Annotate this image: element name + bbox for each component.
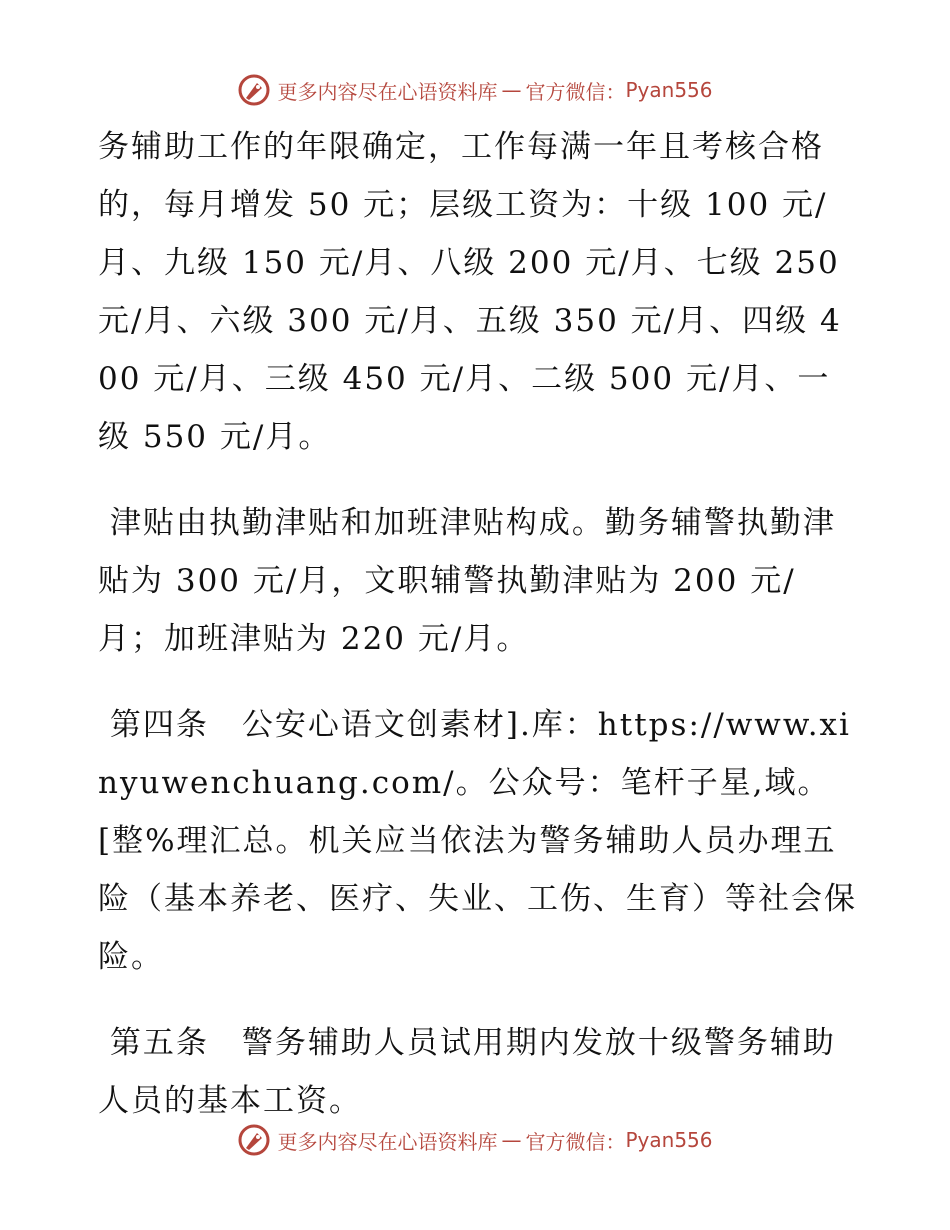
document-body xyxy=(98,118,858,1130)
footer-banner-suffix: 官方微信： xyxy=(525,1129,626,1154)
header-banner-text: 更多内容尽在心语资料库 xyxy=(277,79,498,104)
header-banner xyxy=(0,70,950,110)
footer-wechat-id: Pyan556 xyxy=(625,1128,713,1152)
footer-banner-separator: — xyxy=(501,1128,522,1152)
paragraph-article-4: 第四条 公安心语文创素材].库：https://www.xinyuwenchuang.com/。公众号：笔杆子星,域。[整%理汇总。机关应当依法为警务辅助人员办理五险（基本养老、医疗、失业、工伤、生育）等社会保险。 xyxy=(98,707,857,975)
header-banner-suffix: 官方微信： xyxy=(525,79,626,104)
footer-banner xyxy=(0,1120,950,1160)
pen-nib-logo-icon xyxy=(237,73,271,107)
paragraph-article-5: 第五条 警务辅助人员试用期内发放十级警务辅助人员的基本工资。 xyxy=(98,1025,836,1119)
pen-nib-logo-icon xyxy=(237,1123,271,1157)
header-banner-separator: — xyxy=(501,78,522,102)
footer-banner-text: 更多内容尽在心语资料库 xyxy=(277,1129,498,1154)
paragraph-allowances: 津贴由执勤津贴和加班津贴构成。勤务辅警执勤津贴为 300 元/月，文职辅警执勤津贴为 200 元/月；加班津贴为 220 元/月。 xyxy=(98,505,836,657)
header-wechat-id: Pyan556 xyxy=(625,78,713,102)
paragraph-salary-levels: 务辅助工作的年限确定，工作每满一年且考核合格的，每月增发 50 元；层级工资为：十级 100 元/月、九级 150 元/月、八级 200 元/月、七级 250 元/月、六级 300 元/月、五级 350 元/月、四级 400 元/月、三级 450 元/月、二级 500 元/月、一级 550 元/月。 xyxy=(98,129,852,455)
